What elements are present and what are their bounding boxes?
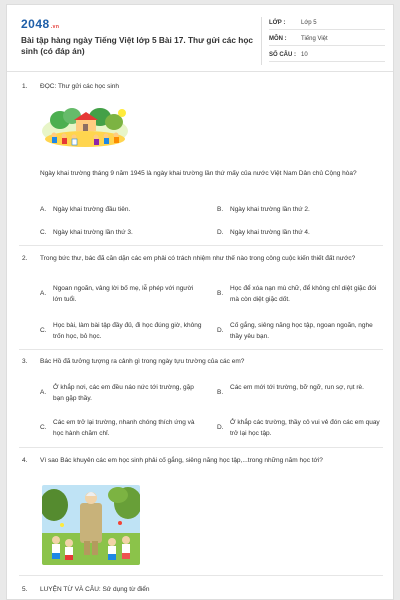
answer-option-c[interactable]: C. Học bài, làm bài tập đầy đủ, đi học đúng giờ, không trốn học, bỏ học. [40, 322, 202, 340]
answer-option-b[interactable]: B. Ngày khai trường lần thứ 2. [217, 206, 310, 213]
answer-option-b[interactable]: B. Học để xóa nạn mù chữ, để không chỉ diệt giặc đói mà còn diệt giặc dốt. [217, 285, 377, 303]
question-number: 1. [22, 83, 28, 90]
meta-subject: MÔN : Tiếng Việt [269, 33, 385, 46]
question-text: ĐỌC: Thư gửi các học sinh [40, 83, 120, 90]
question-number: 4. [22, 457, 28, 464]
school-children-illustration [40, 105, 130, 149]
header-divider [261, 17, 262, 65]
meta-grade: LỚP : Lớp 5 [269, 17, 385, 30]
answer-option-a[interactable]: A. Ở khắp nơi, các em đều náo nức tới trường, gặp bạn gặp thầy. [40, 384, 194, 402]
answer-option-c[interactable]: C. Các em trở lại trường, nhanh chóng thích ứng và học hành chăm chỉ. [40, 419, 195, 437]
answer-option-a[interactable]: A. Ngày khai trường đầu tiên. [40, 206, 131, 213]
answer-option-b[interactable]: B. Các em mới tới trường, bỡ ngỡ, run sợ, rụt rè. [217, 384, 364, 396]
header-separator [7, 71, 394, 72]
question-number: 2. [22, 255, 28, 262]
question-number: 5. [22, 586, 28, 593]
question-text: Vì sao Bác khuyên các em học sinh phải cố gắng, siêng năng học tập,...trong những năm học tới? [40, 457, 323, 464]
document-title: Bài tập hàng ngày Tiếng Việt lớp 5 Bài 17. Thư gửi các học sinh (có đáp án) [21, 35, 253, 56]
site-logo[interactable]: 2048.vn [21, 17, 60, 31]
question-divider [19, 349, 383, 350]
question-number: 3. [22, 358, 28, 365]
question-divider [19, 575, 383, 576]
answer-option-c[interactable]: C. Ngày khai trường lần thứ 3. [40, 229, 133, 236]
uncle-ho-with-children-illustration [42, 485, 140, 565]
answer-option-d[interactable]: D. Cố gắng, siêng năng học tập, ngoan ngoãn, nghe thầy yêu bạn. [217, 322, 373, 340]
question-text: Trong bức thư, bác đã căn dặn các em phải có trách nhiệm như thế nào trong công cuộc kiến thiết đất nước? [40, 255, 356, 262]
question-divider [19, 447, 383, 448]
answer-option-d[interactable]: D. Ngày khai trường lần thứ 4. [217, 229, 310, 236]
answer-option-d[interactable]: D. Ở khắp các trường, thầy cô vui vẻ đón các em quay trở lại học tập. [217, 419, 380, 437]
worksheet-page [6, 4, 394, 600]
meta-question-count: SỐ CÂU : 10 [269, 49, 385, 62]
worksheet-header [19, 15, 385, 67]
answer-option-a[interactable]: A. Ngoan ngoãn, vâng lời bố mẹ, lễ phép với người lớn tuổi. [40, 285, 194, 303]
question-text: LUYỆN TỪ VÀ CÂU: Sử dụng từ điển [40, 586, 150, 593]
question-divider [19, 245, 383, 246]
question-body: Ngày khai trường tháng 9 năm 1945 là ngày khai trường lần thứ mấy của nước Việt Nam Dân chủ Cộng hòa? [40, 170, 357, 177]
question-text: Bác Hồ đã tưởng tượng ra cảnh gì trong ngày tựu trường của các em? [40, 358, 245, 365]
